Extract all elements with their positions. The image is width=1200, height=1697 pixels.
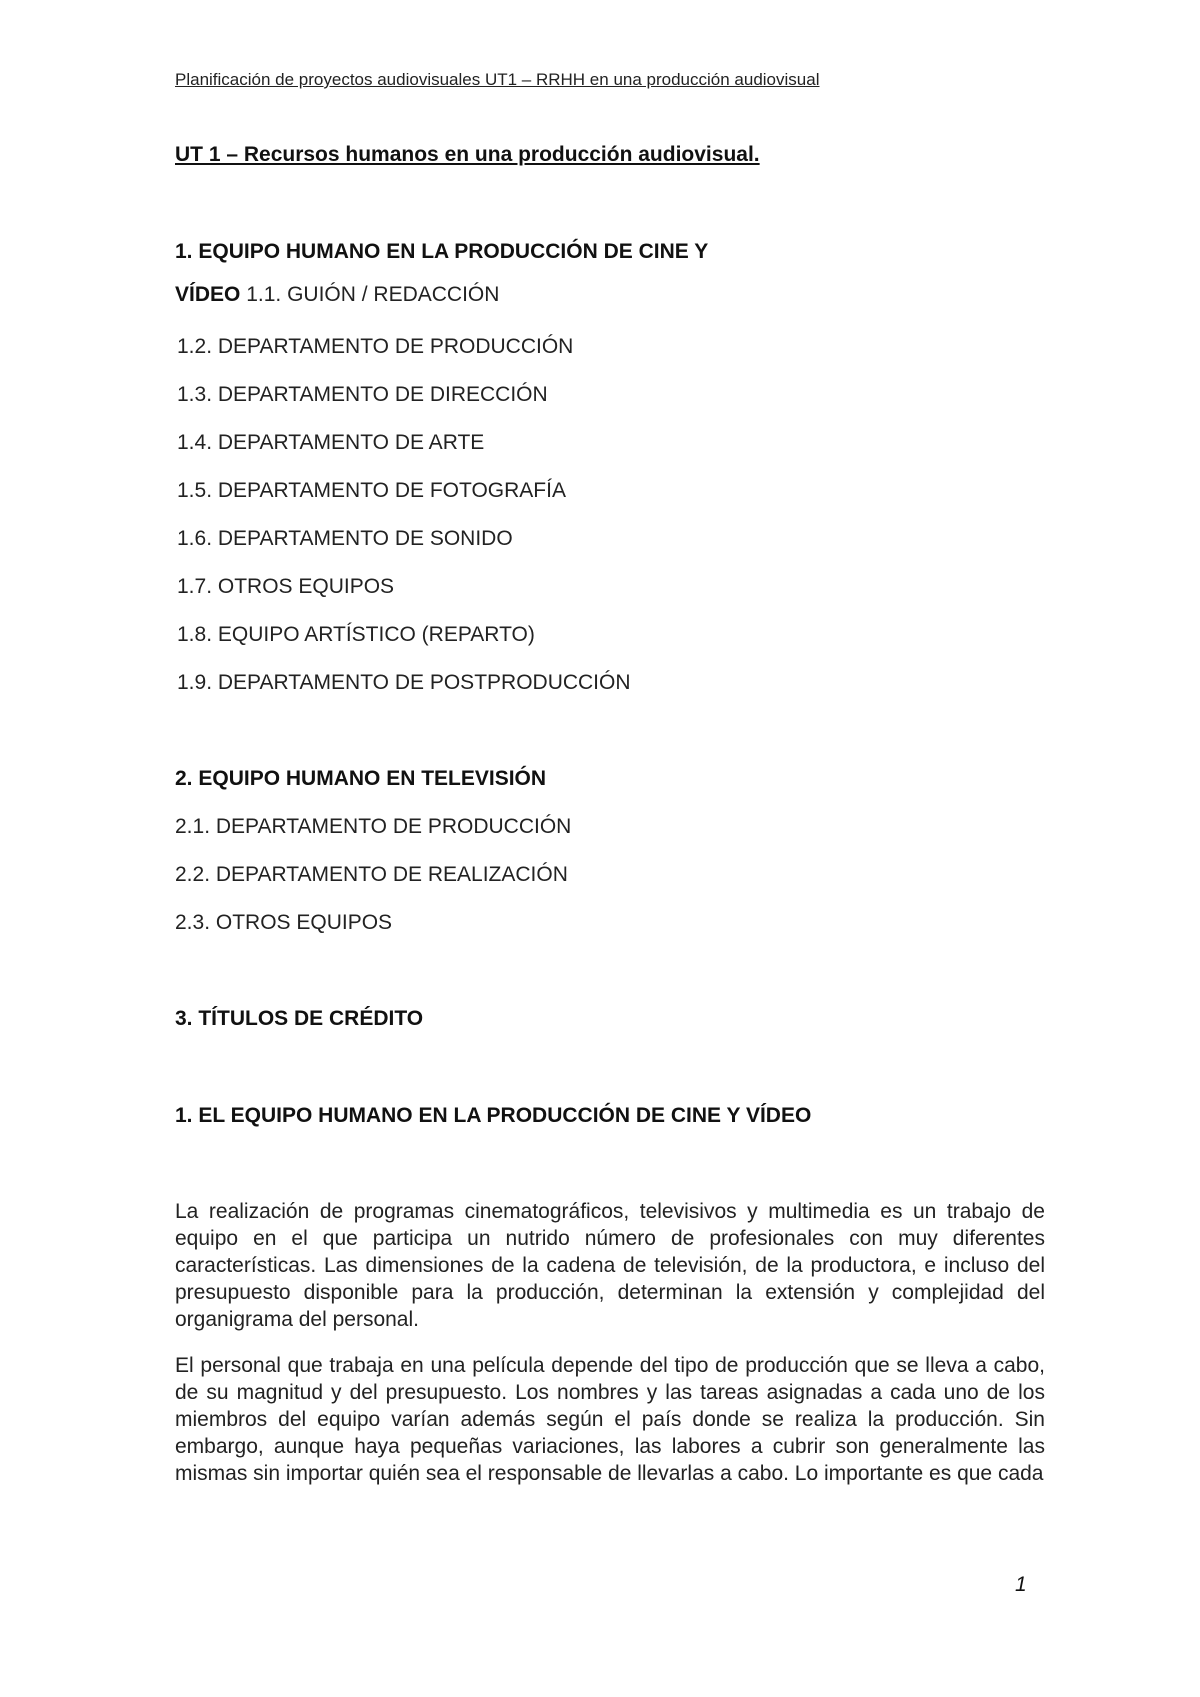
document-title: UT 1 – Recursos humanos en una producción audiovisual.: [175, 143, 760, 166]
running-header: Planificación de proyectos audiovisuales UT1 – RRHH en una producción audiovisual: [175, 70, 820, 89]
toc-item: 1.6. DEPARTAMENTO DE SONIDO: [177, 527, 513, 550]
body-section-heading: 1. EL EQUIPO HUMANO EN LA PRODUCCIÓN DE CINE Y VÍDEO: [175, 1104, 812, 1127]
page-number: 1: [1015, 1573, 1027, 1596]
toc-item: 1.7. OTROS EQUIPOS: [177, 575, 395, 598]
toc-item: 2.3. OTROS EQUIPOS: [175, 911, 393, 934]
paragraph: El personal que trabaja en una película depende del tipo de producción que se lleva a cabo, de su magnitud y del presupuesto. Los nombres y las tareas asignadas a cada uno de los miembros del equipo varían además según el país donde se realiza la producción. Sin embargo, aunque haya pequeñas variaciones, las labores a cubrir son generalmente las mismas sin importar quién sea el responsable de llevarlas a cabo. Lo importante es que cada: [175, 1354, 1045, 1485]
section-1-heading-line2: VÍDEO: [175, 283, 241, 306]
section-2-heading: 2. EQUIPO HUMANO EN TELEVISIÓN: [175, 767, 547, 790]
toc-item: 1.2. DEPARTAMENTO DE PRODUCCIÓN: [177, 335, 574, 358]
toc-item: 1.5. DEPARTAMENTO DE FOTOGRAFÍA: [177, 479, 566, 502]
toc-item: 1.3. DEPARTAMENTO DE DIRECCIÓN: [177, 383, 548, 406]
section-1-heading: 1. EQUIPO HUMANO EN LA PRODUCCIÓN DE CINE Y: [175, 240, 709, 263]
toc-item: 1.4. DEPARTAMENTO DE ARTE: [177, 431, 485, 454]
toc-item: 1.1. GUIÓN / REDACCIÓN: [246, 283, 500, 306]
toc-item: 1.8. EQUIPO ARTÍSTICO (REPARTO): [177, 623, 535, 646]
section-3-heading: 3. TÍTULOS DE CRÉDITO: [175, 1007, 424, 1030]
toc-item: 2.2. DEPARTAMENTO DE REALIZACIÓN: [175, 863, 568, 886]
section-1-heading-continued: [175, 283, 499, 307]
toc-item: 1.9. DEPARTAMENTO DE POSTPRODUCCIÓN: [177, 671, 631, 694]
paragraph: La realización de programas cinematográficos, televisivos y multimedia es un trabajo de equipo en el que participa un nutrido número de profesionales con muy diferentes características. Las dimensiones de la cadena de televisión, de la productora, e incluso del presupuesto disponible para la producción, determinan la extensión y complejidad del organigrama del personal.: [175, 1200, 1045, 1331]
toc-item: 2.1. DEPARTAMENTO DE PRODUCCIÓN: [175, 815, 572, 838]
